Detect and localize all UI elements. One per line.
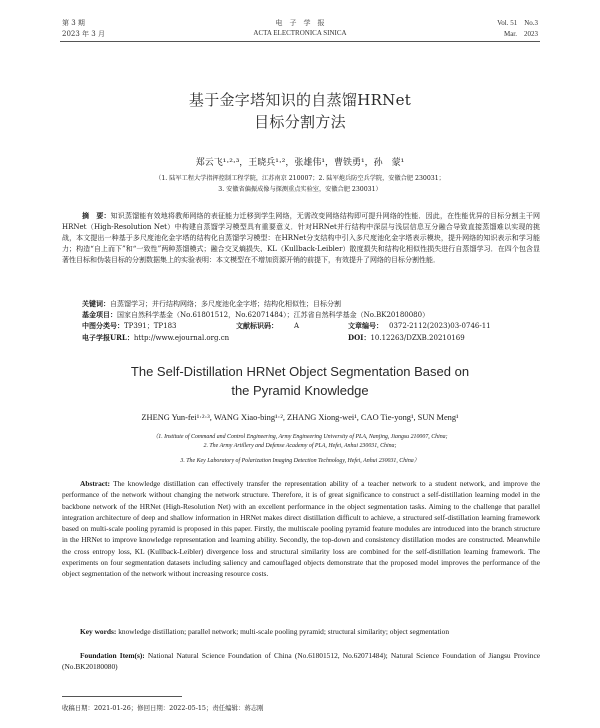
authors-en: ZHENG Yun-fei¹·²·³, WANG Xiao-bing¹·², ZHANG Xiong-wei¹, CAO Tie-yong¹, SUN Meng¹ <box>141 413 459 422</box>
affiliation-cn-1: （1. 陆军工程大学指挥控制工程学院，江苏南京 210007；2. 陆军炮兵防空兵学院，安徽合肥 230031； <box>155 175 445 182</box>
article-number: 文章编号： 0372-2112(2023)03-0746-11 <box>348 321 491 330</box>
title-en-line2: the Pyramid Knowledge <box>231 383 369 398</box>
header-issue: 第 3 期 <box>62 19 85 27</box>
fund-cn <box>62 309 540 321</box>
journal-url: 电子学报URL：http://www.ejournal.org.cn <box>82 333 230 342</box>
header-volume: Vol. 51 No.3 <box>497 19 538 27</box>
title-en-line1: The Self-Distillation HRNet Object Segmentation Based on <box>130 364 470 379</box>
abstract-cn <box>62 210 540 266</box>
title-cn-line1: 基于金字塔知识的自蒸馏HRNet <box>188 91 412 109</box>
header-rule <box>60 41 540 42</box>
abstract-en <box>62 478 540 580</box>
affiliation-en-2: 2. The Army Artillery and Defense Academy of PLA, Hefei, Anhui 230031, China; <box>203 443 397 449</box>
keywords-cn-label: 关键词： <box>82 299 110 308</box>
keywords-cn-text: 自蒸馏学习；并行结构网络；多尺度池化金字塔；结构化相似性；目标分割 <box>110 300 341 308</box>
affiliation-cn-2: 3. 安徽省偏振成像与探测重点实验室，安徽合肥 230031） <box>218 186 382 193</box>
class-number: 中图分类号：TP391；TP183 <box>82 321 177 330</box>
header-month: Mar. 2023 <box>503 30 538 38</box>
foundation-en-text: National Natural Science Foundation of China (No.61801512, No.62071484); Natural Science Foundation of Jiangsu Province (No.BK20180080) <box>62 651 541 672</box>
affiliation-en-3: 3. The Key Laboratory of Polarization Imaging Detection Technology, Hefei, Anhui 230031, China） <box>180 458 420 464</box>
journal-name-cn: 电 子 学 报 <box>275 19 325 27</box>
fund-cn-text: 国家自然科学基金（No.61801512，No.62071484）；江苏省自然科学基金（No.BK20180080） <box>117 311 430 319</box>
affiliation-en-1: （1. Institute of Command and Control Engineering, Army Engineering University of PLA, Nanjing, Jiangsu 210007, China; <box>152 434 448 440</box>
abstract-cn-text: 知识蒸馏能有效地将教师网络的表征能力迁移到学生网络，无需改变网络结构即可提升网络的性能．因此，在性能优异的目标分割主干网 HRNet（High-Resolution Net）中构建自蒸馏学习模型具有重要意义．针对HRNet并行结构中深层与浅层信息互分融合导致直接蒸馏难以实现的挑战，本文提出一种基于多尺度池化金字塔的结构化自蒸馏学习模型：在HRNet分支结构中引入多尺度池化金字塔表示模块，提升网络的知识表示和学习能力；构造“自上而下”和“一致性”两种蒸馏模式；融合交叉熵损失、KL（Kullback-Leibler）散度损失和结构化相似性损失进行自蒸馏学习．在四个包含显著性目标和伪装目标的分割数据集上的实验表明：本文模型在不增加资源开销的前提下，有效提升了网络的目标分割性能． <box>62 212 541 264</box>
received-dates: 收稿日期：2021-01-26；修回日期：2022-05-15；责任编辑：蒋志刚 <box>62 704 264 712</box>
abstract-cn-label: 摘 要： <box>82 211 111 220</box>
footer-rule <box>62 696 182 697</box>
fund-cn-label: 基金项目： <box>82 310 117 319</box>
authors-cn: 郑云飞¹·²·³，王晓兵¹·²，张雄伟¹，曹铁勇¹，孙 蒙¹ <box>195 158 405 168</box>
keywords-en-label: Key words: <box>80 627 117 636</box>
foundation-en <box>62 650 540 673</box>
title-cn-line2: 目标分割方法 <box>254 113 346 131</box>
abstract-en-text: The knowledge distillation can effectively transfer the representation ability of a teacher network to a student network, and improve the performance of the network without changing the network structure. Therefore, it is of great significance to construct a self-distillation learning model in the backbone network of the HRNet (High-Resolution Net) with an excellent performance in the object segmentation tasks. Aiming to the challenge that parallel integration architecture of deep and shallow information in HRNet makes direct distillation difficult to achieve, a structured self-distillation learning framework based on multi-scale pooling pyramid is proposed in this paper. Firstly, the multiscale pooling pyramid feature modules are introduced into the branch structure in the HRNet to improve knowledge representation and learning ability. Secondly, the top-down and consistency distillation modes are constructed. Meanwhile the cross entropy loss, KL (Kullback-Leibler) divergence loss and structural similarity loss are combined for the self-distillation learning framework. The experiments on four segmentation datasets including saliency and camouflaged objects demonstrate that the proposed model improves the performance of the object segmentation of the network without increasing resource costs. <box>62 479 540 579</box>
journal-name-en: ACTA ELECTRONICA SINICA <box>253 29 347 37</box>
abstract-en-label: Abstract: <box>80 479 110 488</box>
header-date: 2023 年 3 月 <box>62 30 105 38</box>
foundation-en-label: Foundation Item(s): <box>80 651 145 660</box>
keywords-en <box>62 626 540 637</box>
document-code: 文献标识码： A <box>236 321 300 330</box>
keywords-en-text: knowledge distillation; parallel network; multi-scale pooling pyramid; structural similarity; object segmentation <box>118 627 450 636</box>
doi: DOI：10.12263/DZXB.20210169 <box>348 333 465 342</box>
